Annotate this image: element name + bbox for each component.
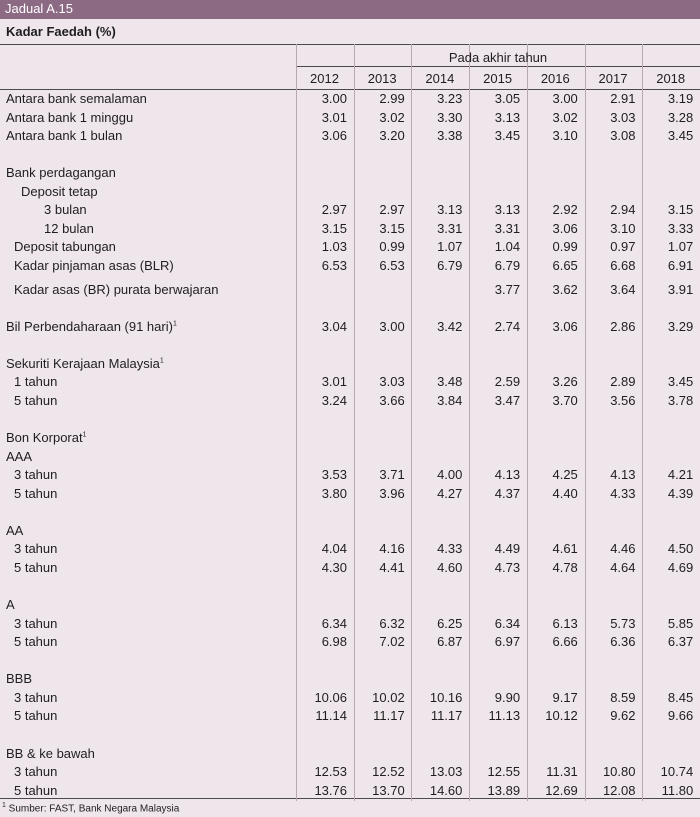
year-header: 2015 xyxy=(483,71,513,86)
value-cell: 6.98 xyxy=(321,634,347,650)
value-cell: 6.53 xyxy=(379,258,405,274)
value-cell: 6.91 xyxy=(667,258,694,274)
row-label xyxy=(21,184,98,199)
row-label-text: AA xyxy=(6,522,24,538)
value-cell: 6.65 xyxy=(552,258,578,274)
value-cell: 3.01 xyxy=(321,109,347,125)
value-cell: 2.97 xyxy=(321,202,347,218)
table-row xyxy=(0,165,700,181)
row-label xyxy=(6,319,177,334)
row-label xyxy=(14,690,57,705)
row-label xyxy=(6,91,147,106)
value-cell: 13.76 xyxy=(314,782,347,798)
row-label xyxy=(6,356,164,371)
value-cell: 9.66 xyxy=(667,708,694,724)
value-cell: 3.20 xyxy=(379,128,405,144)
value-cell: 9.90 xyxy=(494,689,521,705)
row-label-text: Bank perdagangan xyxy=(6,165,116,181)
value-cell: 4.64 xyxy=(610,560,636,575)
table-row xyxy=(0,393,700,409)
value-cell: 3.62 xyxy=(552,281,578,297)
value-cell: 13.89 xyxy=(487,782,521,798)
value-cell: 11.80 xyxy=(661,782,694,798)
value-cell: 3.00 xyxy=(379,318,405,334)
row-label xyxy=(6,449,32,464)
value-cell: 13.03 xyxy=(429,764,463,780)
value-cell: 3.96 xyxy=(379,485,405,501)
row-label xyxy=(14,239,116,254)
value-cell: 11.17 xyxy=(430,708,463,724)
value-cell: 3.03 xyxy=(610,109,636,125)
value-cell: 12.53 xyxy=(314,764,347,780)
row-label-text: 3 tahun xyxy=(14,764,58,780)
row-label-text: 12 bulan xyxy=(44,220,94,236)
row-label xyxy=(14,282,219,297)
row-label-text: Bon Korporat xyxy=(6,430,83,446)
value-cell: 3.10 xyxy=(610,220,636,236)
row-label-text: AAA xyxy=(6,448,33,464)
table-row xyxy=(0,541,700,557)
value-cell: 2.97 xyxy=(379,202,405,218)
footnote-marker: 1 xyxy=(159,357,164,365)
value-cell: 3.33 xyxy=(667,220,694,236)
value-cell: 3.45 xyxy=(667,374,694,390)
value-cell: 4.04 xyxy=(321,541,347,557)
table-row xyxy=(0,449,700,465)
table-row xyxy=(0,764,700,780)
footnote-marker: 1 xyxy=(2,802,6,809)
row-label-text: Sekuriti Kerajaan Malaysia xyxy=(6,355,160,371)
row-label xyxy=(6,110,133,125)
row-label xyxy=(14,708,57,723)
value-cell: 5.85 xyxy=(667,615,694,631)
row-label-text: Bil Perbendaharaan (91 hari) xyxy=(6,318,173,334)
table-row xyxy=(0,184,700,200)
year-header: 2018 xyxy=(656,71,686,86)
footnote-marker: 1 xyxy=(82,431,87,439)
table-row xyxy=(0,356,700,372)
value-cell: 0.99 xyxy=(552,239,578,255)
value-cell: 3.00 xyxy=(552,91,578,106)
year-header: 2013 xyxy=(367,71,397,86)
value-cell: 3.30 xyxy=(437,109,463,125)
table-row xyxy=(0,486,700,502)
value-cell: 3.66 xyxy=(379,392,405,408)
table-row xyxy=(0,523,700,539)
value-cell: 3.64 xyxy=(610,281,636,297)
footnote xyxy=(2,802,179,814)
value-cell: 3.42 xyxy=(437,318,463,334)
value-cell: 2.94 xyxy=(610,202,636,218)
row-label xyxy=(6,430,87,445)
value-cell: 4.33 xyxy=(610,485,636,501)
value-cell: 6.79 xyxy=(494,258,521,274)
table-row xyxy=(0,319,700,335)
row-label xyxy=(6,128,122,143)
row-label xyxy=(14,467,57,482)
value-cell: 9.62 xyxy=(610,708,636,724)
row-label-text: 3 bulan xyxy=(44,202,87,218)
value-cell: 2.99 xyxy=(379,91,405,106)
table-row xyxy=(0,202,700,218)
table-row xyxy=(0,430,700,446)
value-cell: 3.91 xyxy=(667,281,694,297)
row-label xyxy=(14,374,57,389)
value-cell: 6.68 xyxy=(610,258,636,274)
value-cell: 8.45 xyxy=(667,689,694,705)
row-label xyxy=(44,202,87,217)
value-cell: 7.02 xyxy=(379,634,405,650)
value-cell: 6.37 xyxy=(667,634,694,650)
value-cell: 3.01 xyxy=(321,374,347,390)
table-row xyxy=(0,374,700,390)
row-label xyxy=(14,560,57,575)
table-title: Kadar Faedah (%) xyxy=(6,24,116,39)
value-cell: 4.73 xyxy=(494,560,521,575)
value-cell: 4.40 xyxy=(552,485,578,501)
value-cell: 10.80 xyxy=(602,764,636,780)
table-row xyxy=(0,91,700,107)
value-cell: 12.55 xyxy=(487,764,521,780)
row-label-text: 5 tahun xyxy=(14,634,58,650)
value-cell: 3.23 xyxy=(437,91,463,106)
row-label-text: 5 tahun xyxy=(14,560,58,575)
table-row xyxy=(0,690,700,706)
value-cell: 3.05 xyxy=(494,91,521,106)
value-cell: 4.60 xyxy=(437,560,463,575)
row-label xyxy=(14,634,57,649)
value-cell: 3.28 xyxy=(667,109,694,125)
row-label-text: Antara bank semalaman xyxy=(6,91,147,106)
value-cell: 5.73 xyxy=(610,615,636,631)
table-row xyxy=(0,221,700,237)
row-label xyxy=(44,221,94,236)
value-cell: 6.13 xyxy=(552,615,578,631)
value-cell: 2.89 xyxy=(610,374,636,390)
year-header: 2012 xyxy=(310,71,339,86)
row-label-text: Kadar asas (BR) purata berwajaran xyxy=(14,281,219,297)
row-label-text: Deposit tetap xyxy=(21,183,98,199)
table-row xyxy=(0,708,700,724)
value-cell: 3.06 xyxy=(552,220,578,236)
row-label-text: 3 tahun xyxy=(14,467,58,483)
value-cell: 2.92 xyxy=(552,202,578,218)
table-row xyxy=(0,239,700,255)
value-cell: 3.80 xyxy=(321,485,347,501)
value-cell: 3.10 xyxy=(552,128,578,144)
value-cell: 6.36 xyxy=(610,634,636,650)
value-cell: 4.21 xyxy=(667,467,694,483)
year-header: 2016 xyxy=(540,71,570,86)
row-label-text: 5 tahun xyxy=(14,485,58,501)
value-cell: 10.74 xyxy=(660,764,694,780)
value-cell: 3.78 xyxy=(667,392,694,408)
year-header: 2014 xyxy=(425,71,455,86)
value-cell: 0.97 xyxy=(610,239,636,255)
value-cell: 6.25 xyxy=(437,615,463,631)
value-cell: 4.78 xyxy=(552,560,578,575)
value-cell: 11.14 xyxy=(315,708,347,724)
value-cell: 3.70 xyxy=(552,392,578,408)
value-cell: 4.50 xyxy=(667,541,694,557)
value-cell: 3.15 xyxy=(379,220,405,236)
row-label xyxy=(14,783,57,798)
value-cell: 3.02 xyxy=(379,109,405,125)
value-cell: 12.52 xyxy=(372,764,405,780)
row-label-text: 1 tahun xyxy=(14,374,58,390)
value-cell: 10.02 xyxy=(372,689,405,705)
value-cell: 1.03 xyxy=(321,239,347,255)
value-cell: 1.07 xyxy=(667,239,694,255)
value-cell: 3.15 xyxy=(667,202,694,218)
value-cell: 3.31 xyxy=(494,220,521,236)
value-cell: 3.15 xyxy=(321,220,347,236)
value-cell: 1.07 xyxy=(437,239,463,255)
value-cell: 14.60 xyxy=(429,782,463,798)
row-label-text: 3 tahun xyxy=(14,689,58,705)
table-row xyxy=(0,671,700,687)
row-label-text: 3 tahun xyxy=(14,615,58,631)
value-cell: 2.91 xyxy=(610,91,636,106)
row-label xyxy=(6,523,23,538)
footnote-marker: 1 xyxy=(172,320,177,328)
value-cell: 4.37 xyxy=(494,485,521,501)
row-label xyxy=(14,616,57,631)
row-label-text: BB & ke bawah xyxy=(6,745,95,761)
value-cell: 11.13 xyxy=(488,708,521,724)
row-label-text: BBB xyxy=(6,671,33,687)
row-label xyxy=(14,764,57,779)
row-label xyxy=(14,258,174,273)
table-row xyxy=(0,634,700,650)
value-cell: 0.99 xyxy=(379,239,405,255)
value-cell: 3.13 xyxy=(494,202,521,218)
row-label-text: 5 tahun xyxy=(14,392,58,408)
value-cell: 3.45 xyxy=(667,128,694,144)
value-cell: 3.00 xyxy=(321,91,347,106)
value-cell: 3.45 xyxy=(494,128,521,144)
row-label xyxy=(6,671,32,686)
row-label-text: A xyxy=(6,597,15,613)
value-cell: 3.38 xyxy=(437,128,463,144)
value-cell: 13.70 xyxy=(372,782,405,798)
value-cell: 3.04 xyxy=(321,318,347,334)
value-cell: 3.71 xyxy=(379,467,405,483)
row-label xyxy=(6,165,116,180)
value-cell: 3.84 xyxy=(437,392,463,408)
value-cell: 3.29 xyxy=(667,318,694,334)
value-cell: 3.56 xyxy=(610,392,636,408)
row-label xyxy=(6,746,95,761)
table-row xyxy=(0,616,700,632)
footnote-text: Sumber: FAST, Bank Negara Malaysia xyxy=(5,803,180,815)
value-cell: 6.34 xyxy=(494,615,521,631)
value-cell: 4.25 xyxy=(552,467,578,483)
value-cell: 3.19 xyxy=(667,91,694,106)
row-label-text: Kadar pinjaman asas (BLR) xyxy=(14,258,174,274)
value-cell: 4.41 xyxy=(379,560,405,575)
value-cell: 4.00 xyxy=(437,467,463,483)
row-label-text: 5 tahun xyxy=(14,708,58,724)
value-cell: 2.59 xyxy=(494,374,521,390)
value-cell: 6.53 xyxy=(321,258,347,274)
value-cell: 4.69 xyxy=(667,560,694,575)
value-cell: 3.03 xyxy=(379,374,405,390)
value-cell: 4.39 xyxy=(667,485,694,501)
value-cell: 4.61 xyxy=(552,541,578,557)
table-row xyxy=(0,258,700,274)
value-cell: 10.06 xyxy=(314,689,347,705)
value-cell: 8.59 xyxy=(610,689,636,705)
value-cell: 2.74 xyxy=(494,318,521,334)
value-cell: 3.13 xyxy=(494,109,521,125)
value-cell: 3.53 xyxy=(321,467,347,483)
table-row xyxy=(0,783,700,799)
value-cell: 6.87 xyxy=(437,634,463,650)
value-cell: 3.02 xyxy=(552,109,578,125)
group-header: Pada akhir tahun xyxy=(448,50,548,65)
row-label-text: 5 tahun xyxy=(14,782,58,798)
value-cell: 2.86 xyxy=(610,318,636,334)
value-cell: 9.17 xyxy=(552,689,578,705)
value-cell: 6.34 xyxy=(321,615,347,631)
value-cell: 12.08 xyxy=(602,782,636,798)
table-row xyxy=(0,467,700,483)
value-cell: 4.30 xyxy=(321,560,347,575)
value-cell: 6.32 xyxy=(379,615,405,631)
row-label xyxy=(14,486,57,501)
value-cell: 11.31 xyxy=(546,764,578,780)
value-cell: 4.13 xyxy=(494,467,521,483)
value-cell: 10.16 xyxy=(429,689,463,705)
row-label-text: Antara bank 1 minggu xyxy=(6,109,134,125)
value-cell: 4.46 xyxy=(610,541,636,557)
row-label-text: Antara bank 1 bulan xyxy=(6,128,123,144)
value-cell: 3.47 xyxy=(494,392,521,408)
table-row xyxy=(0,597,700,613)
table-row xyxy=(0,746,700,762)
row-label xyxy=(14,541,57,556)
value-cell: 6.79 xyxy=(437,258,463,274)
value-cell: 11.17 xyxy=(373,708,405,724)
value-cell: 4.13 xyxy=(610,467,636,483)
value-cell: 10.12 xyxy=(545,708,578,724)
value-cell: 4.33 xyxy=(437,541,463,557)
value-cell: 3.24 xyxy=(321,392,347,408)
table-row xyxy=(0,560,700,576)
row-label-text: Deposit tabungan xyxy=(14,239,116,255)
value-cell: 3.06 xyxy=(552,318,578,334)
value-cell: 6.66 xyxy=(552,634,578,650)
year-header: 2017 xyxy=(598,71,628,86)
value-cell: 4.27 xyxy=(437,485,463,501)
value-cell: 3.77 xyxy=(494,281,521,297)
value-cell: 3.26 xyxy=(552,374,578,390)
value-cell: 1.04 xyxy=(494,239,521,255)
value-cell: 3.48 xyxy=(437,374,463,390)
value-cell: 3.31 xyxy=(437,220,463,236)
value-cell: 6.97 xyxy=(494,634,521,650)
value-cell: 4.16 xyxy=(379,541,405,557)
value-cell: 12.69 xyxy=(545,782,578,798)
row-label-text: 3 tahun xyxy=(14,541,58,557)
table-row xyxy=(0,282,700,298)
value-cell: 4.49 xyxy=(494,541,521,557)
row-label xyxy=(14,393,57,408)
table-row xyxy=(0,110,700,126)
value-cell: 3.08 xyxy=(610,128,636,144)
table-id: Jadual A.15 xyxy=(5,1,73,16)
row-label xyxy=(6,597,15,612)
value-cell: 3.06 xyxy=(321,128,347,144)
table-row xyxy=(0,128,700,144)
value-cell: 3.13 xyxy=(437,202,463,218)
